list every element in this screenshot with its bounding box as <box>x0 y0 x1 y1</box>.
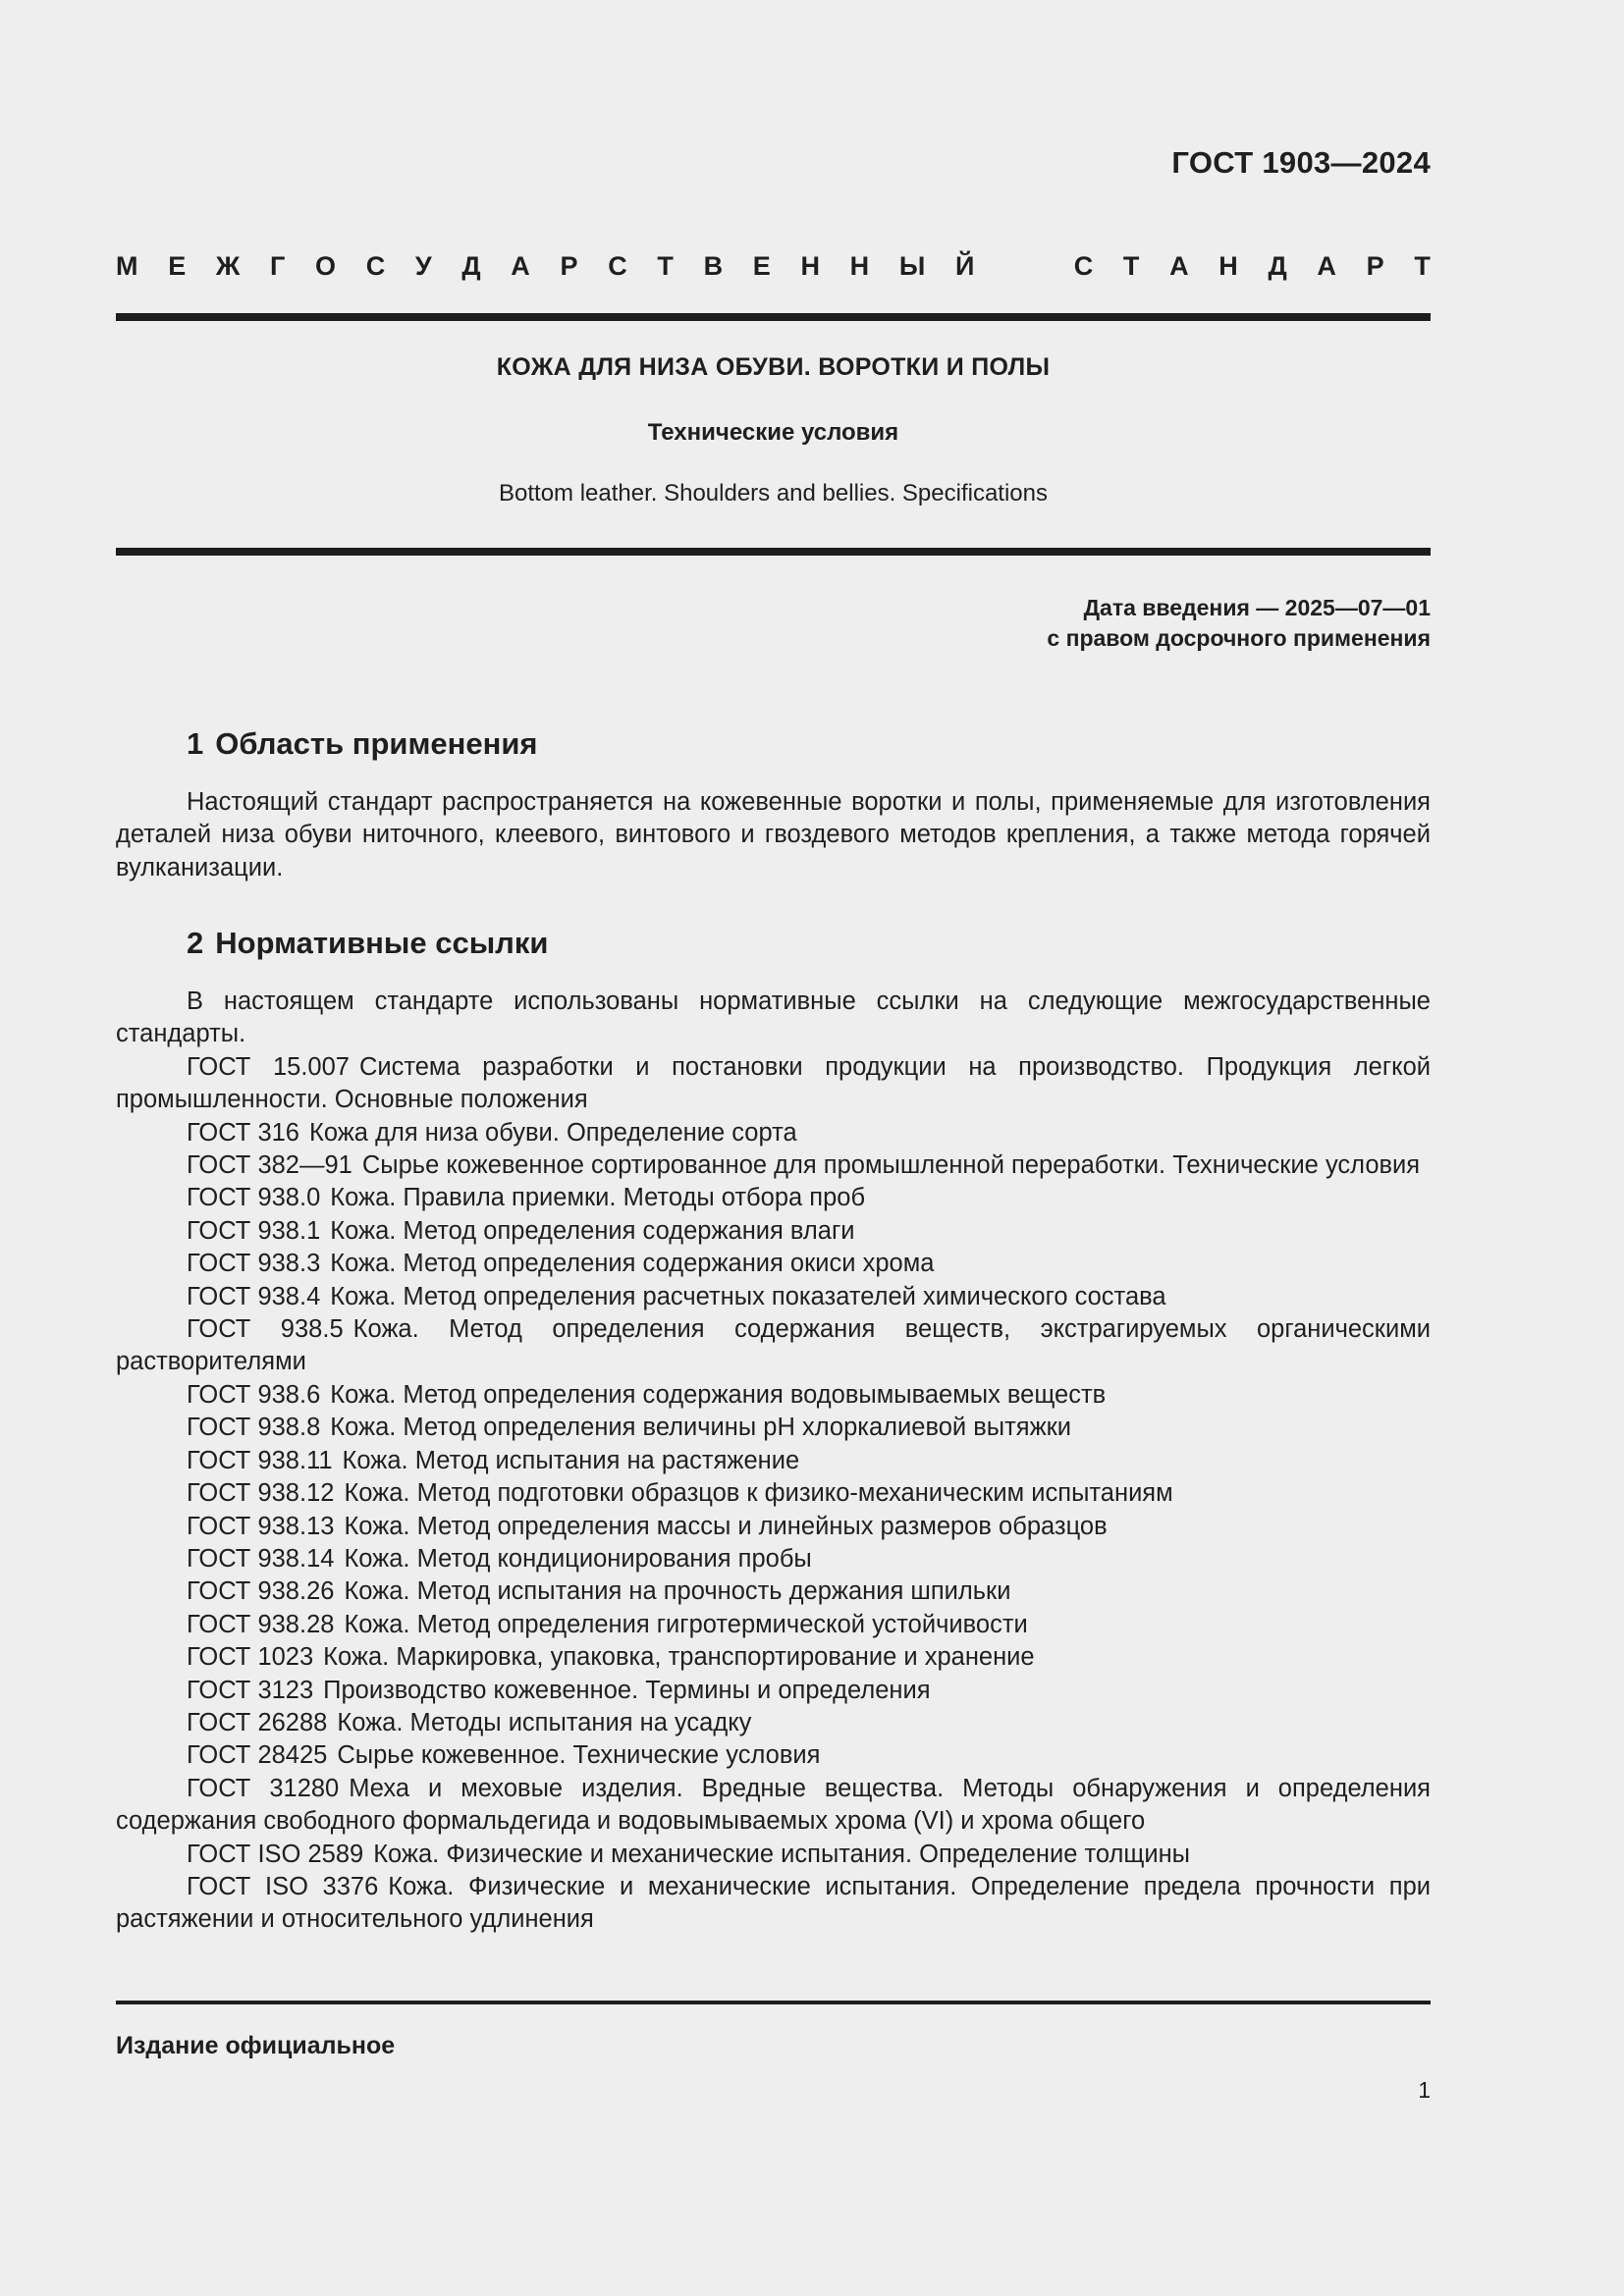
reference-title: Кожа. Метод определения гигротермической устойчивости <box>344 1610 1028 1638</box>
reference-code: ГОСТ 26288 <box>187 1708 328 1736</box>
reference-item <box>116 1707 1431 1739</box>
reference-title: Кожа. Методы испытания на усадку <box>337 1708 752 1736</box>
reference-code: ГОСТ 938.14 <box>187 1544 335 1573</box>
letter: Д <box>1268 251 1287 281</box>
letter: Т <box>657 251 674 281</box>
reference-title: Кожа. Метод определения содержания водовымываемых веществ <box>330 1380 1107 1409</box>
reference-item <box>116 1215 1431 1248</box>
references-intro: В настоящем стандарте использованы нормативные ссылки на следующие межгосударственные стандарты. <box>116 988 1431 1048</box>
document-number: ГОСТ 1903—2024 <box>1171 145 1431 180</box>
section-heading <box>187 726 538 762</box>
word-gap <box>1004 251 1044 282</box>
letter: Й <box>954 251 975 281</box>
reference-code: ГОСТ 1023 <box>187 1643 314 1672</box>
reference-code: ГОСТ 938.28 <box>187 1610 335 1638</box>
reference-item <box>116 1149 1431 1182</box>
document-page <box>116 0 1431 2296</box>
footer-rule <box>116 2001 1431 2004</box>
reference-code: ГОСТ ISO 3376 <box>187 1872 379 1900</box>
reference-item <box>116 1248 1431 1280</box>
reference-item <box>116 1477 1431 1510</box>
reference-title: Сырье кожевенное сортированное для промышленной переработки. Технические условия <box>361 1151 1421 1180</box>
reference-code: ГОСТ 938.6 <box>187 1380 321 1409</box>
reference-code: ГОСТ 938.26 <box>187 1577 335 1606</box>
reference-title: Кожа. Метод определения расчетных показателей химического состава <box>330 1282 1166 1310</box>
letter: М <box>116 251 138 281</box>
reference-code: ГОСТ 938.12 <box>187 1479 335 1508</box>
reference-code: ГОСТ 28425 <box>187 1741 328 1770</box>
reference-item <box>116 1773 1431 1839</box>
reference-code: ГОСТ 938.0 <box>187 1184 321 1212</box>
letter: Е <box>168 251 187 281</box>
reference-title: Меха и меховые изделия. Вредные вещества. Методы обнаружения и определения содержания свободного формальдегида и водовымываемых хрома (VI) и хрома общего <box>116 1774 1431 1836</box>
document-subtitle: Технические условия <box>647 419 899 446</box>
reference-title: Производство кожевенное. Термины и определения <box>323 1676 931 1704</box>
introduction-date <box>1047 593 1431 654</box>
reference-item <box>116 1575 1431 1608</box>
letter: С <box>1073 251 1094 281</box>
reference-title: Кожа. Метод подготовки образцов к физико-механическим испытаниям <box>344 1479 1173 1508</box>
reference-title: Кожа. Метод кондиционирования пробы <box>344 1544 812 1573</box>
letter: С <box>608 251 627 281</box>
reference-item <box>116 1379 1431 1412</box>
letter: Т <box>1414 251 1431 281</box>
section-heading <box>187 926 548 961</box>
reference-item <box>116 1543 1431 1575</box>
scope-paragraph: Настоящий стандарт распространяется на кожевенные воротки и полы, применяемые для изготовления деталей низа обуви ниточного, клеевого, винтового и гвоздевого методов крепления, а также метода горячей вулканизации. <box>116 788 1431 881</box>
document-title: КОЖА ДЛЯ НИЗА ОБУВИ. ВОРОТКИ И ПОЛЫ <box>496 353 1051 381</box>
letter: А <box>1169 251 1189 281</box>
reference-item <box>116 1313 1431 1379</box>
reference-item <box>116 1609 1431 1641</box>
reference-title: Кожа. Метод определения содержания окиси хрома <box>330 1250 935 1278</box>
reference-title: Система разработки и постановки продукции на производство. Продукция легкой промышленности. Основные положения <box>116 1052 1431 1114</box>
reference-title: Кожа. Правила приемки. Методы отбора проб <box>330 1184 866 1212</box>
page-number: 1 <box>1418 2077 1431 2103</box>
reference-item <box>116 1839 1431 1871</box>
reference-title: Кожа для низа обуви. Определение сорта <box>309 1118 797 1147</box>
title-rule <box>116 548 1431 556</box>
reference-code: ГОСТ 316 <box>187 1118 299 1147</box>
reference-code: ГОСТ 938.4 <box>187 1282 321 1310</box>
letter: А <box>511 251 530 281</box>
section-title: Нормативные ссылки <box>215 926 549 960</box>
reference-title: Кожа. Физические и механические испытания. Определение предела прочности при растяжении и относительного удлинения <box>116 1872 1431 1934</box>
letter: Р <box>560 251 578 281</box>
reference-code: ГОСТ 938.3 <box>187 1250 321 1278</box>
reference-title: Кожа. Метод испытания на растяжение <box>342 1446 800 1474</box>
reference-title: Кожа. Метод определения содержания веществ, экстрагируемых органическими растворителями <box>116 1315 1431 1376</box>
reference-code: ГОСТ ISO 2589 <box>187 1840 364 1868</box>
reference-code: ГОСТ 31280 <box>187 1774 340 1802</box>
reference-item <box>116 1117 1431 1149</box>
reference-item <box>116 1511 1431 1543</box>
letter: Ы <box>898 251 926 281</box>
letter: Е <box>752 251 771 281</box>
reference-title: Кожа. Метод определения содержания влаги <box>330 1216 855 1245</box>
letter: В <box>703 251 724 281</box>
english-title: Bottom leather. Shoulders and bellies. Specifications <box>499 480 1048 507</box>
letter: О <box>314 251 336 281</box>
letter: Н <box>800 251 820 281</box>
reference-code: ГОСТ 938.8 <box>187 1414 321 1442</box>
reference-title: Кожа. Метод определения массы и линейных размеров образцов <box>344 1512 1108 1540</box>
early-application-note: с правом досрочного применения <box>1047 625 1431 651</box>
reference-item <box>116 1412 1431 1444</box>
reference-title: Кожа. Маркировка, упаковка, транспортирование и хранение <box>323 1643 1035 1672</box>
reference-title: Кожа. Метод определения величины рН хлоркалиевой вытяжки <box>330 1414 1072 1442</box>
reference-title: Сырье кожевенное. Технические условия <box>337 1741 821 1770</box>
reference-item <box>116 1182 1431 1214</box>
reference-item <box>116 1641 1431 1674</box>
reference-item <box>116 1739 1431 1772</box>
reference-item <box>116 1871 1431 1937</box>
letter: Д <box>461 251 481 281</box>
letter: Г <box>269 251 286 281</box>
reference-code: ГОСТ 15.007 <box>187 1052 350 1081</box>
reference-title: Кожа. Метод испытания на прочность держания шпильки <box>344 1577 1011 1606</box>
section-number: 2 <box>187 926 204 960</box>
section-number: 1 <box>187 726 204 761</box>
introduction-date-line: Дата введения — 2025—07—01 <box>1083 595 1431 620</box>
reference-item <box>116 1445 1431 1477</box>
letter: С <box>365 251 386 281</box>
references-list <box>116 986 1431 1937</box>
reference-item <box>116 1675 1431 1707</box>
letter: Т <box>1122 251 1140 281</box>
letter: У <box>414 251 432 281</box>
reference-item <box>116 1281 1431 1313</box>
edition-label: Издание официальное <box>116 2032 396 2059</box>
letter: Ж <box>215 251 241 281</box>
reference-code: ГОСТ 938.5 <box>187 1315 344 1344</box>
reference-code: ГОСТ 938.13 <box>187 1512 335 1540</box>
reference-code: ГОСТ 938.1 <box>187 1216 321 1245</box>
section-body <box>116 786 1431 884</box>
letter: Н <box>1218 251 1238 281</box>
section-title: Область применения <box>215 726 538 761</box>
letter: А <box>1317 251 1336 281</box>
reference-code: ГОСТ 382—91 <box>187 1151 352 1180</box>
reference-code: ГОСТ 938.11 <box>187 1446 333 1474</box>
header-rule <box>116 313 1431 321</box>
letter: Н <box>849 251 870 281</box>
reference-item <box>116 1051 1431 1117</box>
standard-type-heading <box>116 251 1431 282</box>
letter: Р <box>1366 251 1384 281</box>
reference-title: Кожа. Физические и механические испытания. Определение толщины <box>373 1840 1190 1868</box>
reference-code: ГОСТ 3123 <box>187 1676 314 1704</box>
